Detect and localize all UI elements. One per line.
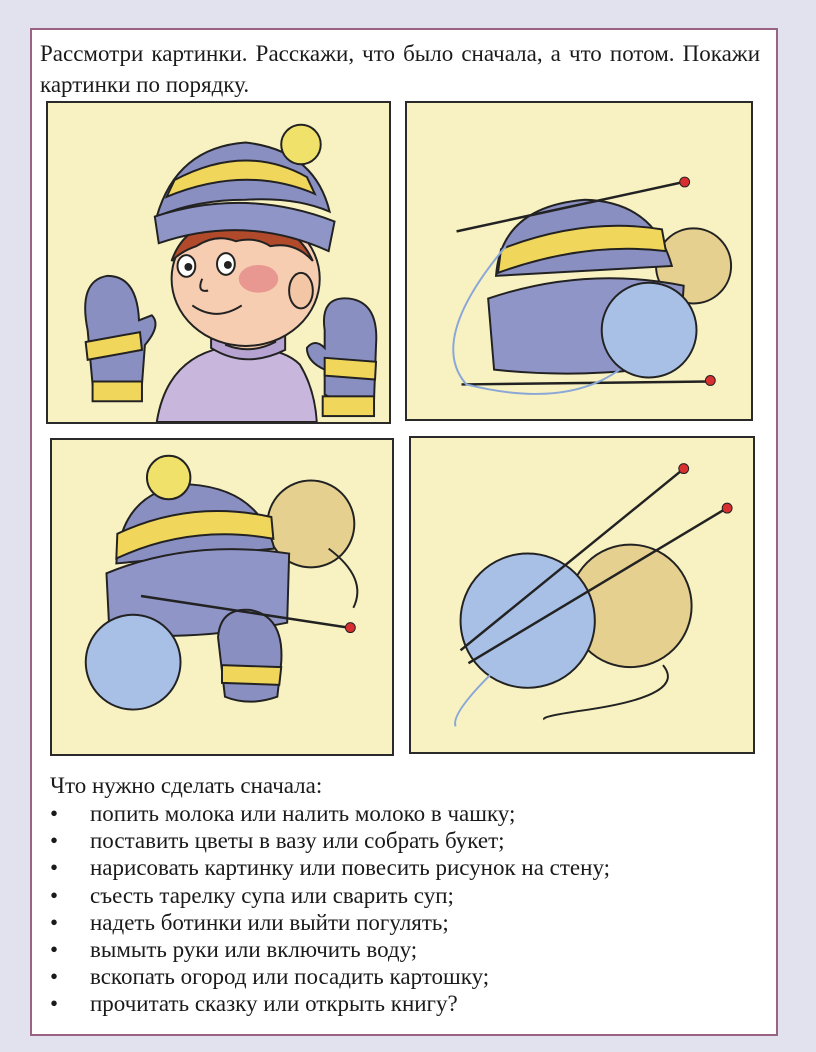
task-text: вымыть руки или включить воду; xyxy=(90,937,418,963)
task-text: нарисовать картинку или повесить рисунок на стену; xyxy=(90,855,611,881)
boy-illustration xyxy=(48,103,389,422)
question-heading: Что нужно сделать сначала: xyxy=(50,773,323,798)
picture-panel-boy[interactable] xyxy=(46,101,391,424)
list-item xyxy=(50,990,762,1017)
hat-mitten-illustration xyxy=(52,440,392,754)
bullet-icon: • xyxy=(50,801,59,826)
task-text: вскопать огород или посадить картошку; xyxy=(90,964,490,990)
bullet-icon: • xyxy=(50,882,59,908)
task-text: прочитать сказку или открыть книгу? xyxy=(90,991,458,1017)
task-text: попить молока или налить молоко в чашку; xyxy=(90,801,516,826)
task-list xyxy=(50,800,762,1018)
instruction-text: Рассмотри картинки. Расскажи, что было сначала, а что потом. Покажи картинки по порядку. xyxy=(40,41,760,97)
task-text: поставить цветы в вазу или собрать букет; xyxy=(90,828,505,854)
task-text: съесть тарелку супа или сварить суп; xyxy=(90,882,454,908)
bullet-icon: • xyxy=(50,964,59,990)
knitting-hat-illustration xyxy=(407,103,751,419)
bullet-icon: • xyxy=(50,909,59,935)
bullet-icon: • xyxy=(50,855,59,881)
list-item xyxy=(50,936,762,963)
bullet-icon: • xyxy=(50,991,59,1017)
list-item xyxy=(50,963,762,990)
picture-panel-hat-mitten[interactable] xyxy=(50,438,394,756)
bullet-icon: • xyxy=(50,828,59,854)
list-item xyxy=(50,800,762,827)
list-item xyxy=(50,827,762,854)
bullet-icon: • xyxy=(50,937,59,963)
picture-panel-knitting-hat[interactable] xyxy=(405,101,753,421)
task-text: надеть ботинки или выйти погулять; xyxy=(90,909,449,935)
yarn-balls-illustration xyxy=(411,438,753,752)
list-item xyxy=(50,909,762,936)
list-item xyxy=(50,854,762,881)
list-item xyxy=(50,882,762,909)
picture-panel-yarn-balls[interactable] xyxy=(409,436,755,754)
